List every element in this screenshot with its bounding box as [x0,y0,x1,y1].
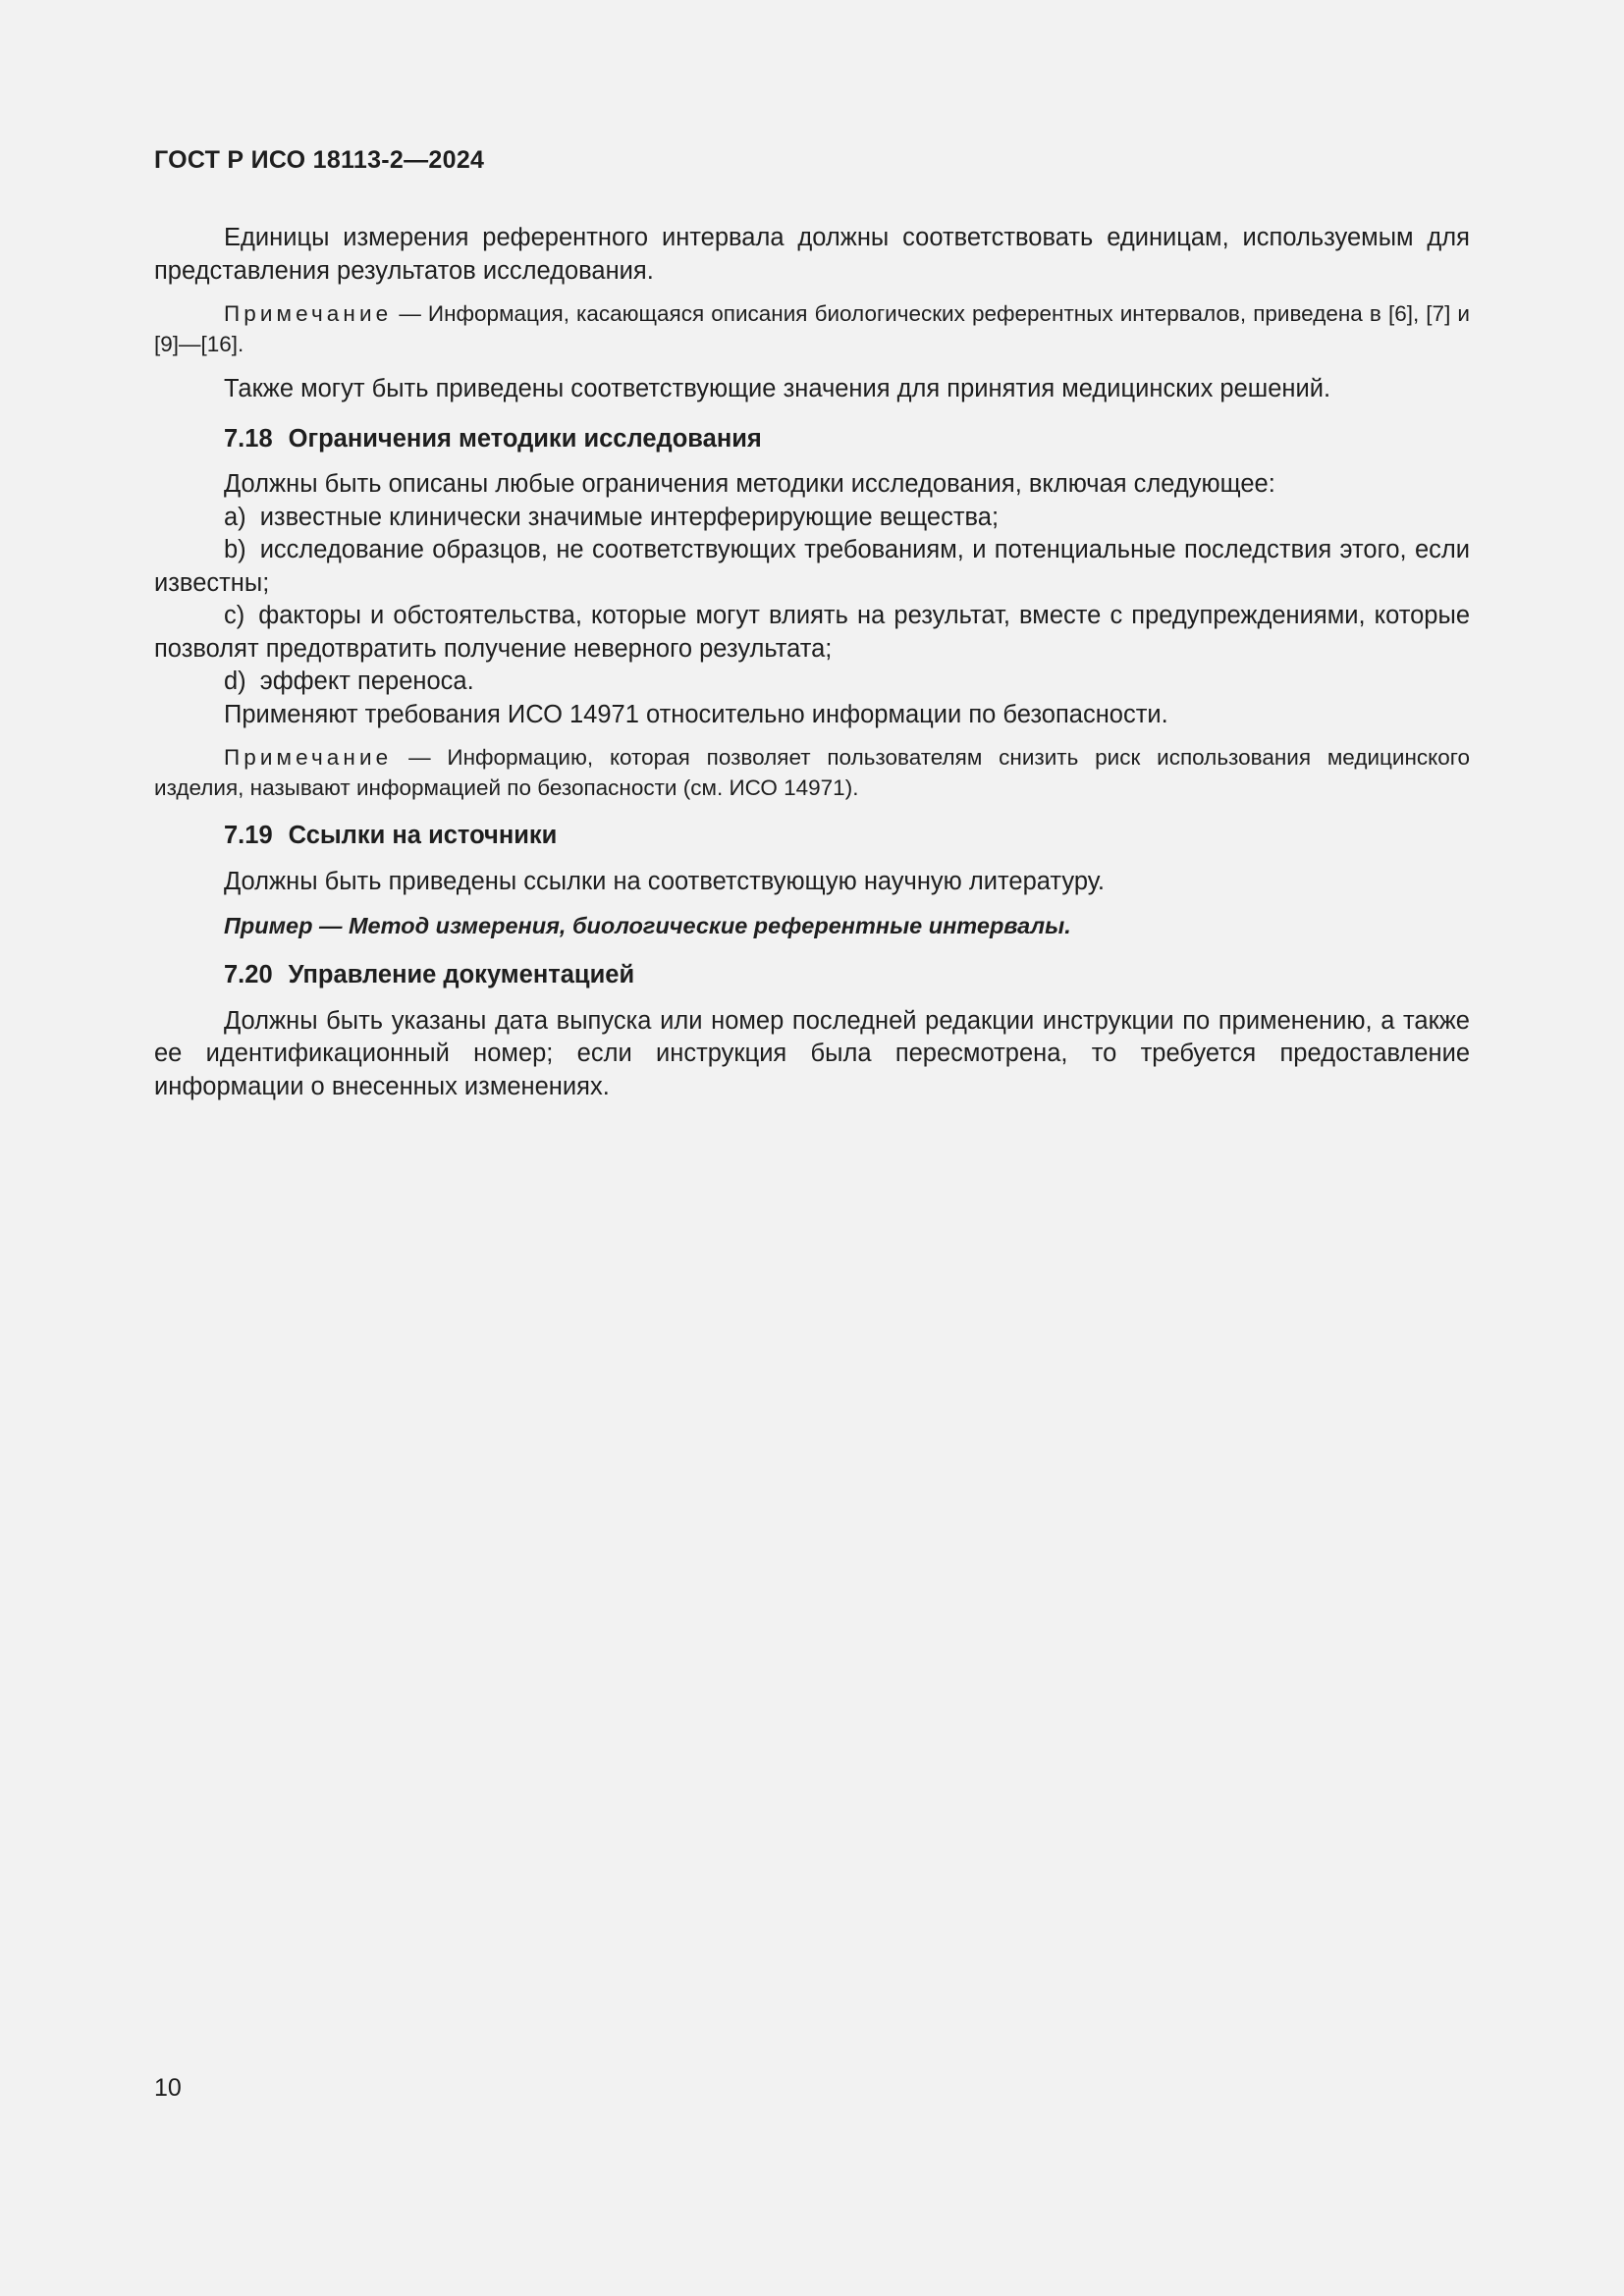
section-title: Управление документацией [288,961,635,988]
page-number: 10 [154,2074,182,2102]
paragraph-decisions: Также могут быть приведены соответствующие значения для принятия медицинских решений. [224,375,1331,402]
document-header: ГОСТ Р ИСО 18113-2—2024 [154,146,485,174]
note-text: — Информация, касающаяся описания биологических референтных интервалов, приведена в [6], [7] и [9]—[16]. [154,301,1470,356]
list-marker: a) [224,503,246,531]
note-reference-intervals [154,299,1470,359]
list-item [154,502,1470,535]
paragraph-units: Единицы измерения референтного интервала должны соответствовать единицам, используемым для представления результатов исследования. [154,224,1470,285]
document-body [154,222,1470,1103]
list-marker: b) [224,536,246,563]
list-item-text: известные клинически значимые интерферирующие вещества; [259,503,1000,531]
paragraph-safety-requirements: Применяют требования ИСО 14971 относительно информации по безопасности. [224,700,1168,728]
list-item [154,600,1470,666]
note-label: Примечание [224,745,393,770]
section-title: Ссылки на источники [288,822,558,849]
paragraph-limitations-intro: Должны быть описаны любые ограничения методики исследования, включая следующее: [224,470,1275,498]
paragraph-document-control: Должны быть указаны дата выпуска или номер последней редакции инструкции по применению, а также ее идентификационный номер; если инструкция была пересмотрена, то требуется предоставление информации о внесенных изменениях. [154,1006,1470,1100]
list-marker: d) [224,667,246,695]
list-item-text: эффект переноса. [259,667,474,695]
paragraph-references: Должны быть приведены ссылки на соответствующую научную литературу. [224,867,1105,895]
section-number: 7.19 [224,822,273,849]
list-marker: c) [224,602,245,629]
note-safety-information [154,743,1470,803]
section-heading-7-20 [154,959,1470,992]
list-item-text: исследование образцов, не соответствующих требованиям, и потенциальные последствия этого, если известны; [154,536,1470,597]
list-item [154,534,1470,600]
section-heading-7-19 [154,820,1470,853]
section-number: 7.20 [224,961,273,988]
list-item [154,666,1470,699]
list-item-text: факторы и обстоятельства, которые могут влиять на результат, вместе с предупреждениями, которые позволят предотвратить получение неверного результата; [154,602,1470,663]
note-text: — Информацию, которая позволяет пользователям снизить риск использования медицинского изделия, называют информацией по безопасности (см. ИСО 14971). [154,745,1470,800]
section-title: Ограничения методики исследования [288,424,762,453]
section-number: 7.18 [224,424,273,453]
note-label: Примечание [224,301,393,326]
section-heading-7-18 [154,423,1470,456]
example-text: Пример — Метод измерения, биологические референтные интервалы. [224,913,1071,938]
